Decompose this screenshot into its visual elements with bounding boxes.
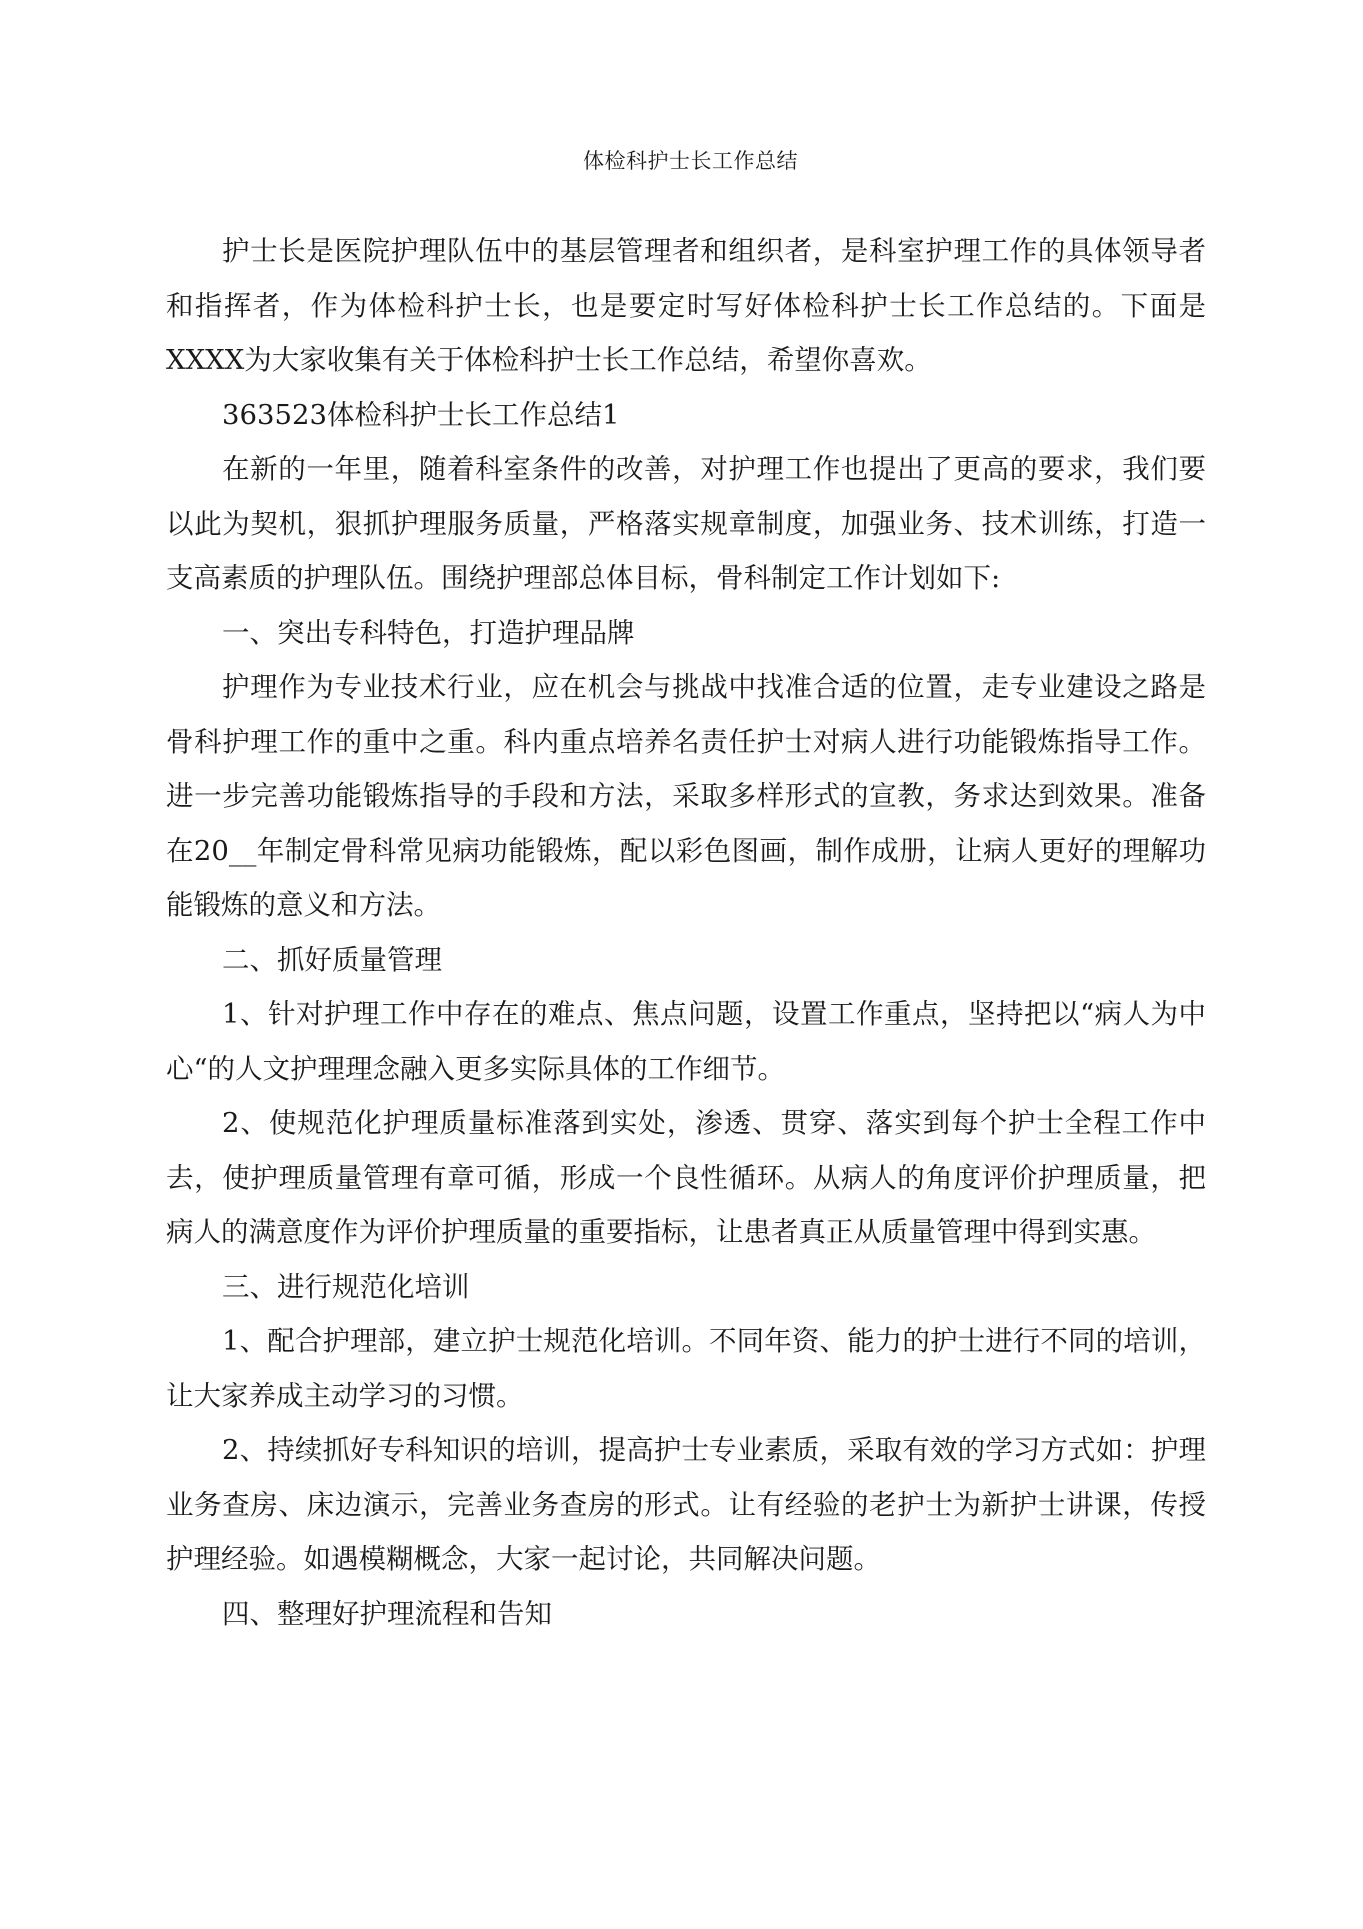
section-heading-1: 一、突出专科特色，打造护理品牌 (222, 616, 635, 649)
section-heading-3: 三、进行规范化培训 (222, 1270, 470, 1303)
paragraph-intro: 护士长是医院护理队伍中的基层管理者和组织者，是科室护理工作的具体领导者和指挥者，作为体检科护士长，也是要定时写好体检科护士长工作总结的。下面是XXXX为大家收集有关于体检科护士长工作总结，希望你喜欢。 (166, 235, 1206, 376)
section-heading-4: 四、整理好护理流程和告知 (222, 1597, 552, 1630)
section-heading-summary-1: 363523体检科护士长工作总结1 (222, 398, 620, 431)
document-title: 体检科护士长工作总结 (583, 149, 798, 173)
paragraph-quality-2: 2、使规范化护理质量标准落到实处，渗透、贯穿、落实到每个护士全程工作中去，使护理质量管理有章可循，形成一个良性循环。从病人的角度评价护理质量，把病人的满意度作为评价护理质量的重要指标，让患者真正从质量管理中得到实惠。 (166, 1107, 1206, 1248)
document-body (166, 224, 1206, 1641)
paragraph-training-2: 2、持续抓好专科知识的培训，提高护士专业素质，采取有效的学习方式如：护理业务查房、床边演示，完善业务查房的形式。让有经验的老护士为新护士讲课，传授护理经验。如遇模糊概念，大家一起讨论，共同解决问题。 (166, 1434, 1206, 1575)
paragraph-training-1: 1、配合护理部，建立护士规范化培训。不同年资、能力的护士进行不同的培训，让大家养成主动学习的习惯。 (166, 1325, 1206, 1412)
section-heading-2: 二、抓好质量管理 (222, 943, 442, 976)
paragraph-quality-1: 1、针对护理工作中存在的难点、焦点问题，设置工作重点，坚持把以“病人为中心“的人文护理理念融入更多实际具体的工作细节。 (166, 998, 1206, 1085)
paragraph-specialty: 护理作为专业技术行业，应在机会与挑战中找准合适的位置，走专业建设之路是骨科护理工作的重中之重。科内重点培养名责任护士对病人进行功能锻炼指导工作。进一步完善功能锻炼指导的手段和方法，采取多样形式的宣教，务求达到效果。准备在20__年制定骨科常见病功能锻炼，配以彩色图画，制作成册，让病人更好的理解功能锻炼的意义和方法。 (166, 671, 1206, 921)
paragraph-new-year: 在新的一年里，随着科室条件的改善，对护理工作也提出了更高的要求，我们要以此为契机，狠抓护理服务质量，严格落实规章制度，加强业务、技术训练，打造一支高素质的护理队伍。围绕护理部总体目标，骨科制定工作计划如下: (166, 453, 1206, 594)
